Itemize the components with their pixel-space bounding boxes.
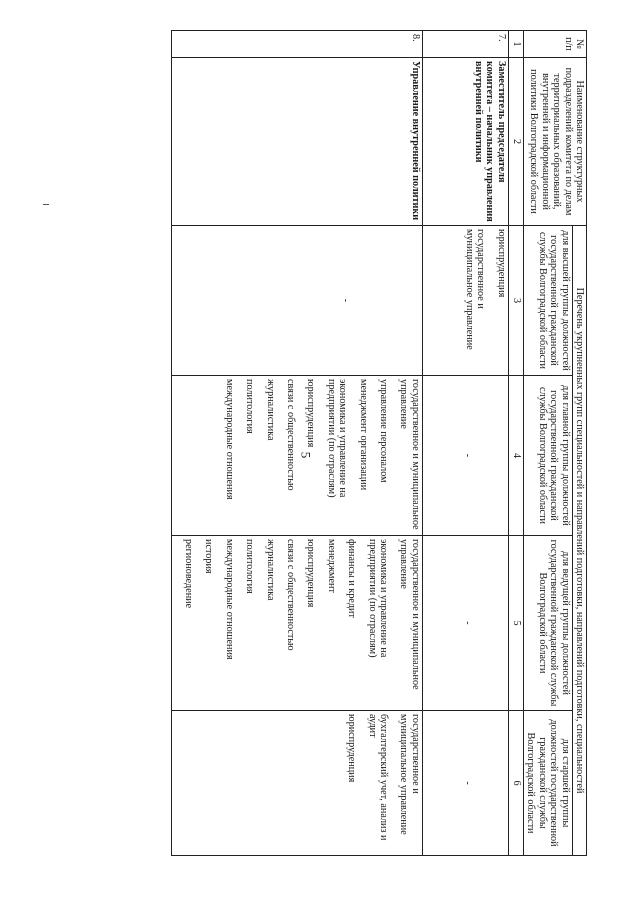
unit-name: Заместитель председателя комитета – начальник управления внутренней политики [422,58,508,226]
highest-group-cell [422,226,508,376]
header-highest-group: для высшей группы должностей государственной гражданской службы Волгоградской области [523,226,572,376]
list-item: журналистика [264,379,276,441]
senior-group-cell [172,711,422,856]
list-item: юриспруденция [305,379,317,448]
header-leading-group: для ведущей группы должностей государственной гражданской службы Волгоградской области [523,536,572,711]
list-item: политология [244,379,256,434]
main-group-cell [172,376,422,536]
list-item: история [203,539,215,574]
list-item: экономика и управление на предприятии (по отраслям) [325,379,349,498]
list-item: экономика и управление на предприятии (по отраслям) [366,539,390,658]
header-senior-group: для старшей группы должностей государственной гражданской службы Волгоградской области [523,711,572,856]
dash: - [461,453,473,458]
list-item: менеджмент организации [357,379,369,491]
list-item: государственное и муниципальное управление [464,229,487,350]
table-row [422,31,508,856]
row-number: 7. [422,31,508,58]
table-row [172,31,422,856]
leading-group-cell [172,536,422,711]
list-item: политология [244,539,256,594]
scan-mark [43,204,49,205]
unit-name: Управление внутренней политики [172,58,422,226]
column-number: 2 [508,58,523,226]
main-group-cell [422,376,508,536]
header-row-top [572,31,586,856]
header-number: № п/п [523,31,586,58]
list-item: юриспруденция [346,714,358,783]
header-main-group: для главной группы должностей государственной гражданской службы Волгоградской области [523,376,572,536]
column-number: 4 [508,376,523,536]
leading-group-cell [422,536,508,711]
list-item: государственное и муниципальное управление [398,379,421,530]
dash: - [461,781,473,785]
list-item: международные отношения [223,379,235,500]
page-number: 5 [298,451,314,459]
list-item: международные отношения [223,539,235,660]
highest-group-cell [172,226,422,376]
dash: - [339,298,351,303]
list-item: журналистика [264,539,276,601]
column-number: 5 [508,536,523,711]
row-number: 8. [172,31,422,58]
list-item: юриспруденция [495,229,507,298]
list-item: связи с общественностью [284,379,296,491]
list-item: финансы и кредит [346,539,358,618]
list-item: менеджмент [325,539,337,593]
column-number-row [508,31,523,856]
header-unit-name: Наименование структурных подразделений комитета по делам территориальных образований, внутренней и информационной политики Волгоградской области [523,58,586,226]
list-item: связи с общественностью [284,539,296,651]
list-item: бухгалтерский учет, анализ и аудит [366,714,390,841]
senior-group-cell [422,711,508,856]
column-number: 6 [508,711,523,856]
specialties-table [171,30,587,856]
column-number: 3 [508,226,523,376]
dash: - [461,621,473,625]
rotated-table-sheet [92,30,587,855]
list-item: юриспруденция [305,539,317,608]
list-item: государственное и муниципальное управление [398,714,421,835]
list-item: регионоведение [182,539,194,609]
list-item: управление персоналом [378,379,390,483]
header-group-title: Перечень укрупненных групп специальностей и направлений подготовки, направлений подготовки, специальностей [572,226,586,856]
list-item: государственное и муниципальное управление [398,539,421,690]
column-number: 1 [508,31,523,58]
